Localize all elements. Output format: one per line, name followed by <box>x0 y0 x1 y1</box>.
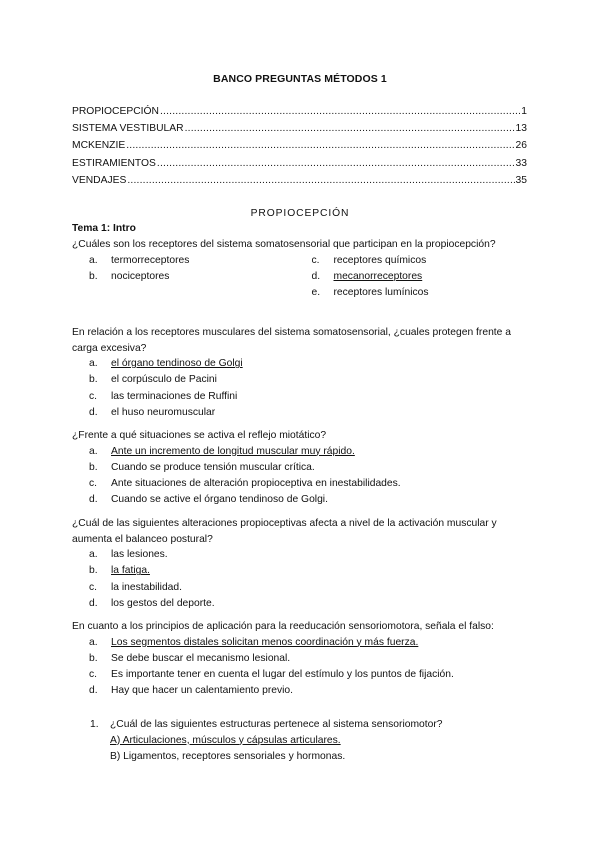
option-letter: c. <box>89 390 98 402</box>
option[interactable] <box>89 596 534 612</box>
question-text: En relación a los receptores musculares del sistema somatosensorial, ¿cuales protegen frente a carga excesiva? <box>72 327 511 354</box>
option-letter: a. <box>89 358 98 370</box>
theme-title: Tema 1: Intro <box>72 223 136 234</box>
option-letter: d. <box>89 685 98 697</box>
option[interactable] <box>312 285 535 301</box>
toc-entry[interactable] <box>72 103 527 120</box>
table-of-contents <box>72 103 527 189</box>
option[interactable] <box>89 580 534 596</box>
option[interactable] <box>89 356 534 372</box>
options-list <box>110 733 530 765</box>
option-text: la inestabilidad. <box>111 581 182 593</box>
option-text: Cuando se active el órgano tendinoso de Golgi. <box>111 494 328 506</box>
option-text: el corpúsculo de Pacini <box>111 374 217 386</box>
toc-entry-page: 1 <box>521 106 527 117</box>
option-letter: d. <box>311 270 321 282</box>
options-list <box>89 547 534 612</box>
option-letter: d. <box>89 494 98 506</box>
option-letter: d. <box>89 597 98 609</box>
option-text-correct: Los segmentos distales solicitan menos coordinación y más fuerza. <box>111 636 419 648</box>
question-text: ¿Cuál de las siguientes estructuras pertenece al sistema sensoriomotor? <box>110 719 443 730</box>
toc-entry[interactable] <box>72 172 527 189</box>
toc-leader-dots <box>127 172 514 189</box>
option-letter: c. <box>89 669 98 680</box>
option[interactable] <box>89 667 534 683</box>
option[interactable] <box>89 269 312 285</box>
option-letter: c. <box>89 581 98 593</box>
option[interactable] <box>89 651 534 667</box>
option[interactable] <box>89 683 534 699</box>
option-text: las terminaciones de Ruffini <box>111 390 238 402</box>
option-text: receptores químicos <box>333 254 427 266</box>
toc-entry[interactable] <box>72 120 527 137</box>
option-text: Hay que hacer un calentamiento previo. <box>111 685 294 697</box>
option-text: termorreceptores <box>111 254 190 266</box>
toc-entry-label: MCKENZIE <box>72 140 126 152</box>
question-block <box>72 237 534 301</box>
options-list <box>89 253 534 302</box>
option-letter: b. <box>89 652 98 664</box>
option-letter: e. <box>311 287 321 298</box>
option-text: B) Ligamentos, receptores sensoriales y hormonas. <box>110 750 346 762</box>
numbered-question-block <box>90 717 530 765</box>
option[interactable] <box>312 253 535 269</box>
question-text: ¿Frente a qué situaciones se activa el reflejo miotático? <box>72 430 327 441</box>
option-text: Cuando se produce tensión muscular crítica. <box>111 461 315 473</box>
toc-leader-dots <box>157 155 515 172</box>
option[interactable] <box>89 492 534 508</box>
option-letter: c. <box>311 254 320 266</box>
option-letter: b. <box>89 374 98 386</box>
option[interactable] <box>89 405 534 421</box>
option-letter: b. <box>89 565 98 577</box>
question-block <box>72 428 534 508</box>
option-letter: c. <box>89 478 98 489</box>
toc-entry-label: PROPIOCEPCIÓN <box>72 106 159 117</box>
options-column-right <box>312 253 535 302</box>
option-text: Es importante tener en cuenta el lugar del estímulo y los puntos de fijación. <box>111 669 454 680</box>
question-block <box>72 619 534 699</box>
option-text: las lesiones. <box>111 549 168 561</box>
option-text-correct: A) Articulaciones, músculos y cápsulas articulares. <box>110 734 341 746</box>
question-block <box>72 516 534 612</box>
numbered-question <box>90 717 530 733</box>
option-letter: a. <box>89 549 98 561</box>
toc-entry-label: ESTIRAMIENTOS <box>72 157 156 169</box>
option-letter: a. <box>89 445 98 457</box>
options-list <box>89 356 534 421</box>
toc-entry-page: 13 <box>515 123 527 135</box>
option[interactable] <box>89 476 534 492</box>
option[interactable] <box>89 635 534 651</box>
option-letter: b. <box>89 461 98 473</box>
question-text: En cuanto a los principios de aplicación para la reeducación sensoriomotora, señala el falso: <box>72 621 494 632</box>
toc-entry[interactable] <box>72 137 527 154</box>
question-block <box>72 325 534 421</box>
option-text: los gestos del deporte. <box>111 597 215 609</box>
option-letter: a. <box>89 636 98 648</box>
option-letter: a. <box>89 254 98 266</box>
option-text-correct: mecanorreceptores <box>333 270 423 282</box>
option-text: receptores lumínicos <box>333 287 429 298</box>
option-text: Ante situaciones de alteración propioceptiva en inestabilidades. <box>111 478 401 489</box>
document-title: BANCO PREGUNTAS MÉTODOS 1 <box>213 73 387 85</box>
option-letter: d. <box>89 406 98 418</box>
toc-entry-page: 26 <box>515 140 527 152</box>
option[interactable] <box>89 444 534 460</box>
option-letter: b. <box>89 270 98 282</box>
option[interactable] <box>89 563 534 579</box>
option[interactable] <box>89 253 312 269</box>
option-text: Se debe buscar el mecanismo lesional. <box>111 652 291 664</box>
question-text: ¿Cuál de las siguientes alteraciones propioceptivas afecta a nivel de la activación muscular y aumenta el balanceo postural? <box>72 518 497 545</box>
option[interactable] <box>89 460 534 476</box>
option-text: nociceptores <box>111 270 170 282</box>
options-column-left <box>89 253 312 302</box>
options-list <box>89 635 534 700</box>
section-title: PROPIOCEPCIÓN <box>250 208 350 219</box>
toc-entry-label: SISTEMA VESTIBULAR <box>72 123 184 135</box>
option-text: el huso neuromuscular <box>111 406 216 418</box>
toc-leader-dots <box>160 103 520 120</box>
option-text-correct: Ante un incremento de longitud muscular muy rápido. <box>111 445 355 457</box>
question-text: ¿Cuáles son los receptores del sistema somatosensorial que participan en la propiocepción? <box>72 239 496 250</box>
option[interactable] <box>89 547 534 563</box>
option-text-correct: el órgano tendinoso de Golgi <box>111 358 243 370</box>
option[interactable] <box>110 749 530 765</box>
option[interactable] <box>312 269 535 285</box>
option[interactable] <box>89 372 534 388</box>
option[interactable] <box>110 733 530 749</box>
option-text-correct: la fatiga. <box>111 565 150 577</box>
option[interactable] <box>89 389 534 405</box>
toc-leader-dots <box>126 137 514 154</box>
options-list <box>89 444 534 509</box>
toc-leader-dots <box>185 120 515 137</box>
toc-entry-page: 35 <box>515 174 527 186</box>
toc-entry-page: 33 <box>515 157 527 169</box>
question-number: 1. <box>90 719 99 730</box>
toc-entry[interactable] <box>72 155 527 172</box>
toc-entry-label: VENDAJES <box>72 174 127 186</box>
